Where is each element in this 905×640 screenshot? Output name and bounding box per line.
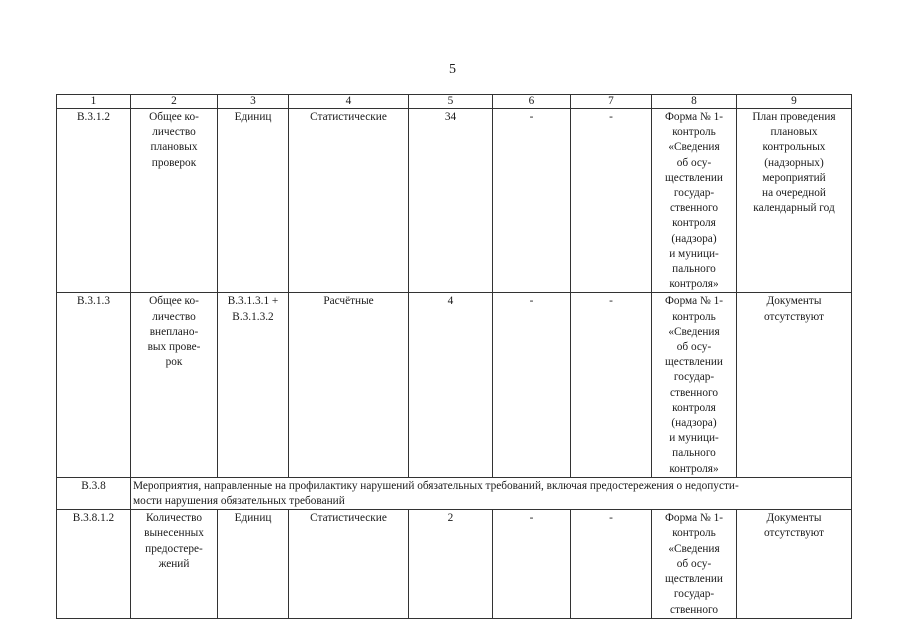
indicator-col7: - [571,510,652,618]
indicator-col6: - [493,109,571,293]
indicators-table [56,94,852,619]
header-cell: 8 [652,95,737,109]
indicator-note: Документы отсутствуют [737,293,852,477]
header-cell: 3 [218,95,289,109]
indicator-unit: Единиц [218,510,289,618]
indicator-code: В.3.1.2 [57,109,131,293]
table-row [57,109,852,293]
table-row [57,293,852,477]
header-cell: 2 [131,95,218,109]
indicator-value: 34 [409,109,493,293]
indicator-source: Форма № 1- контроль «Сведения об осу- ществлении государ- ственного контроля (надзора) и муници- пального контроля» [652,293,737,477]
indicator-method: Статистические [289,510,409,618]
indicator-unit: Единиц [218,109,289,293]
indicator-name: Общее ко- личество внеплано- вых прове- рок [131,293,218,477]
table-header-row [57,95,852,109]
indicator-unit: В.3.1.3.1 + В.3.1.3.2 [218,293,289,477]
page-number: 5 [449,62,456,77]
header-cell: 5 [409,95,493,109]
indicator-name: Количество вынесенных предостере- жений [131,510,218,618]
indicator-source: Форма № 1- контроль «Сведения об осу- ществлении государ- ственного контроля (надзора) и муници- пального контроля» [652,109,737,293]
indicator-col7: - [571,293,652,477]
table-row [57,510,852,618]
indicator-code: В.3.8.1.2 [57,510,131,618]
indicator-value: 2 [409,510,493,618]
header-cell: 1 [57,95,131,109]
header-cell: 4 [289,95,409,109]
indicator-note: Документы отсутствуют [737,510,852,618]
indicator-source: Форма № 1- контроль «Сведения об осу- ществлении государ- ственного [652,510,737,618]
indicator-value: 4 [409,293,493,477]
section-description: Мероприятия, направленные на профилактику нарушений обязательных требований, включая предостережения о недопусти- мости нарушения обязательных требований [131,477,852,509]
indicator-name: Общее ко- личество плановых проверок [131,109,218,293]
indicator-note: План проведения плановых контрольных (надзорных) мероприятий на очередной календарный год [737,109,852,293]
header-cell: 9 [737,95,852,109]
indicator-col7: - [571,109,652,293]
indicator-code: В.3.1.3 [57,293,131,477]
indicator-col6: - [493,293,571,477]
indicator-col6: - [493,510,571,618]
header-cell: 6 [493,95,571,109]
section-row [57,477,852,509]
indicator-method: Статистические [289,109,409,293]
header-cell: 7 [571,95,652,109]
indicator-method: Расчётные [289,293,409,477]
section-code: В.3.8 [57,477,131,509]
